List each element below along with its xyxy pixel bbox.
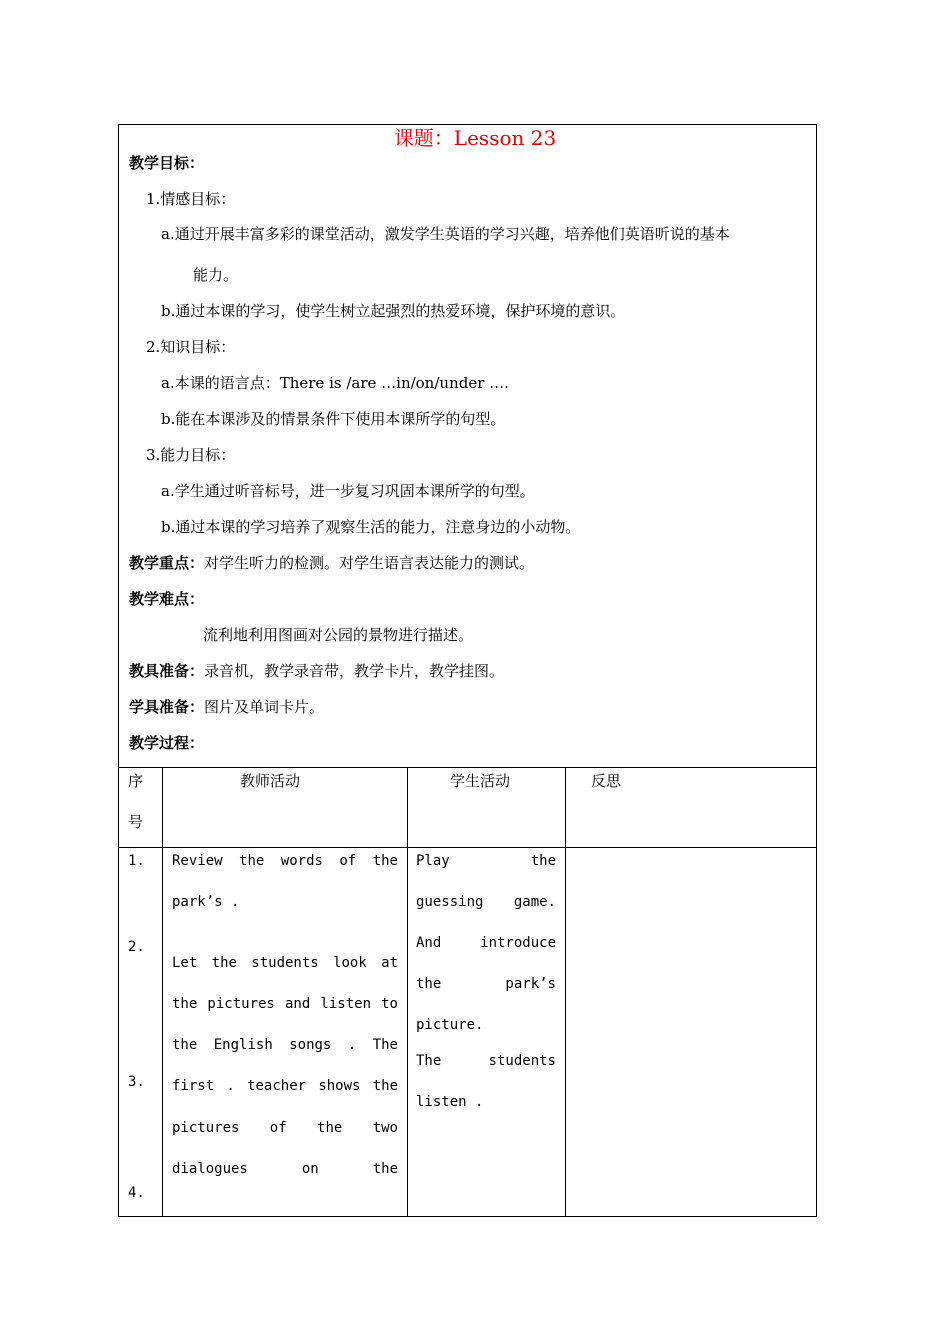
knowledge-heading: 2.知识目标： — [146, 338, 236, 356]
teacher-line: first . teacher shows the — [172, 1078, 398, 1094]
ability-b: b.通过本课的学习培养了观察生活的能力，注意身边的小动物。 — [161, 518, 581, 536]
teacher-line: Review the words of the — [172, 853, 398, 869]
ability-a: a.学生通过听音标号，进一步复习巩固本课所学的句型。 — [161, 482, 535, 500]
knowledge-b: b.能在本课涉及的情景条件下使用本课所学的句型。 — [161, 410, 506, 428]
seq-3: 3. — [128, 1074, 145, 1090]
student-line: And introduce — [416, 935, 556, 951]
teacher-line: the English songs . The — [172, 1037, 398, 1053]
teacher-tools-text: 录音机，教学录音带，教学卡片，教学挂图。 — [204, 662, 505, 680]
seq-1: 1. — [128, 853, 145, 869]
teacher-tools — [129, 661, 504, 681]
student-line: listen . — [416, 1094, 484, 1110]
header-seq-2: 号 — [128, 813, 144, 831]
lesson-title: 课题：Lesson 23 — [393, 126, 557, 150]
header-reflect: 反思 — [591, 772, 622, 790]
header-student: 学生活动 — [450, 772, 511, 790]
ability-heading: 3.能力目标： — [146, 446, 236, 464]
student-tools — [129, 697, 324, 717]
difficulties-label: 教学难点： — [129, 590, 205, 608]
emotion-b: b.通过本课的学习，使学生树立起强烈的热爱环境，保护环境的意识。 — [161, 302, 626, 320]
student-line: The students — [416, 1053, 556, 1069]
emotion-a-line2: 能力。 — [193, 266, 239, 284]
teacher-line: Let the students look at — [172, 955, 398, 971]
student-line: the park’s — [416, 976, 556, 992]
student-tools-text: 图片及单词卡片。 — [204, 698, 325, 716]
process-label: 教学过程： — [129, 734, 205, 752]
objectives-heading: 教学目标： — [129, 154, 205, 172]
seq-2: 2. — [128, 939, 145, 955]
key-points — [129, 553, 534, 573]
student-tools-label: 学具准备： — [129, 698, 205, 716]
seq-4: 4. — [128, 1185, 145, 1201]
header-teacher: 教师活动 — [240, 772, 301, 790]
emotion-a-line1: a.通过开展丰富多彩的课堂活动，激发学生英语的学习兴趣，培养他们英语听说的基本 — [161, 225, 730, 243]
table-col-divider-2 — [407, 767, 408, 1217]
emotion-heading: 1.情感目标： — [146, 190, 236, 208]
table-top-border — [118, 767, 817, 768]
student-line: guessing game. — [416, 894, 556, 910]
student-line: picture. — [416, 1017, 484, 1033]
student-line: Play the — [416, 853, 556, 869]
key-points-text: 对学生听力的检测。对学生语言表达能力的测试。 — [204, 554, 535, 572]
knowledge-a: a.本课的语言点：There is /are …in/on/under …. — [161, 374, 509, 392]
table-col-divider-1 — [162, 767, 163, 1217]
header-seq-1: 序 — [128, 772, 144, 790]
key-points-label: 教学重点： — [129, 554, 205, 572]
table-col-divider-3 — [565, 767, 566, 1217]
teacher-line: the pictures and listen to — [172, 996, 398, 1012]
teacher-line: dialogues on the — [172, 1161, 398, 1177]
teacher-tools-label: 教具准备： — [129, 662, 205, 680]
table-header-divider — [118, 847, 817, 848]
difficulties-text: 流利地利用图画对公园的景物进行描述。 — [203, 626, 474, 644]
teacher-line: park’s . — [172, 894, 240, 910]
teacher-line: pictures of the two — [172, 1120, 398, 1136]
